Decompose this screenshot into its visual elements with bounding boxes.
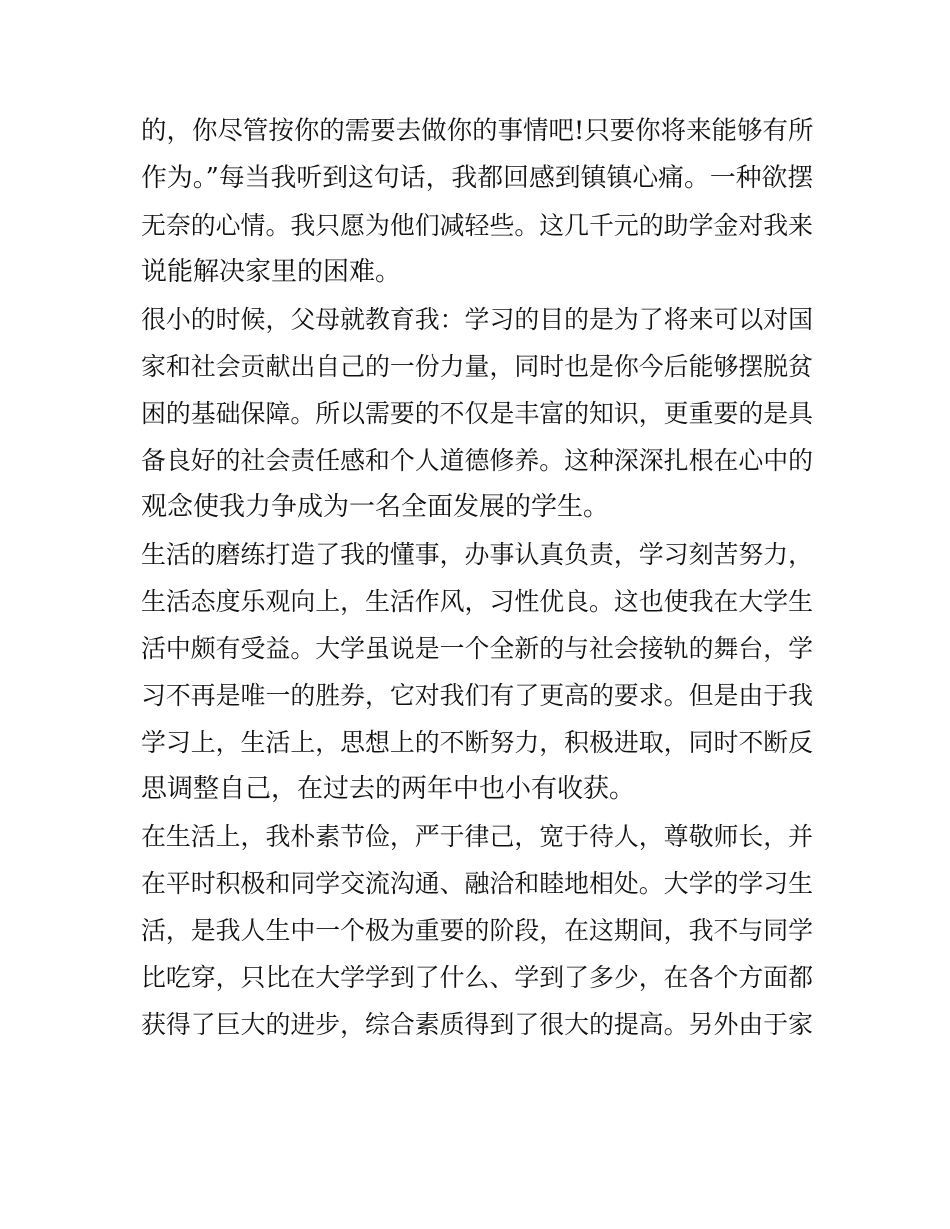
text-line: 很小的时候，父母就教育我：学习的目的是为了将来可以对国 (141, 305, 813, 334)
text-line: 生活态度乐观向上，生活作风，习性优良。这也使我在大学生 (141, 587, 813, 616)
text-line: 观念使我力争成为一名全面发展的学生。 (141, 492, 610, 522)
text-line: 困的基础保障。所以需要的不仅是丰富的知识，更重要的是具 (141, 399, 813, 428)
text-line: 备良好的社会责任感和个人道德修养。这种深深扎根在心中的 (141, 446, 813, 475)
text-line: 无奈的心情。我只愿为他们减轻些。这几千元的助学金对我来 (141, 211, 813, 240)
text-line: 说能解决家里的困难。 (141, 257, 402, 287)
text-line: 习不再是唯一的胜券，它对我们有了更高的要求。但是由于我 (141, 681, 813, 710)
body-text (141, 108, 813, 1048)
text-line: 的，你尽管按你的需要去做你的事情吧!只要你将来能够有所 (141, 116, 814, 146)
text-line: 生活的磨练打造了我的懂事，办事认真负责，学习刻苦努力， (141, 540, 813, 569)
text-line: 活，是我人生中一个极为重要的阶段，在这期间，我不与同学 (141, 916, 813, 945)
text-line: 活中颇有受益。大学虽说是一个全新的与社会接轨的舞台，学 (141, 634, 813, 663)
text-line: 在生活上，我朴素节俭，严于律己，宽于待人，尊敬师长，并 (141, 822, 813, 851)
text-line: 比吃穿，只比在大学学到了什么、学到了多少，在各个方面都 (141, 963, 813, 992)
text-line: 作为。”每当我听到这句话，我都回感到镇镇心痛。一种欲摆 (141, 163, 814, 193)
text-line: 获得了巨大的进步，综合素质得到了很大的提高。另外由于家 (141, 1010, 813, 1039)
text-line: 思调整自己，在过去的两年中也小有收获。 (141, 774, 636, 804)
text-line: 在平时积极和同学交流沟通、融洽和睦地相处。大学的学习生 (141, 869, 813, 898)
text-line: 学习上，生活上，思想上的不断努力，积极进取，同时不断反 (141, 728, 813, 757)
text-line: 家和社会贡献出自己的一份力量，同时也是你今后能够摆脱贫 (141, 352, 813, 381)
